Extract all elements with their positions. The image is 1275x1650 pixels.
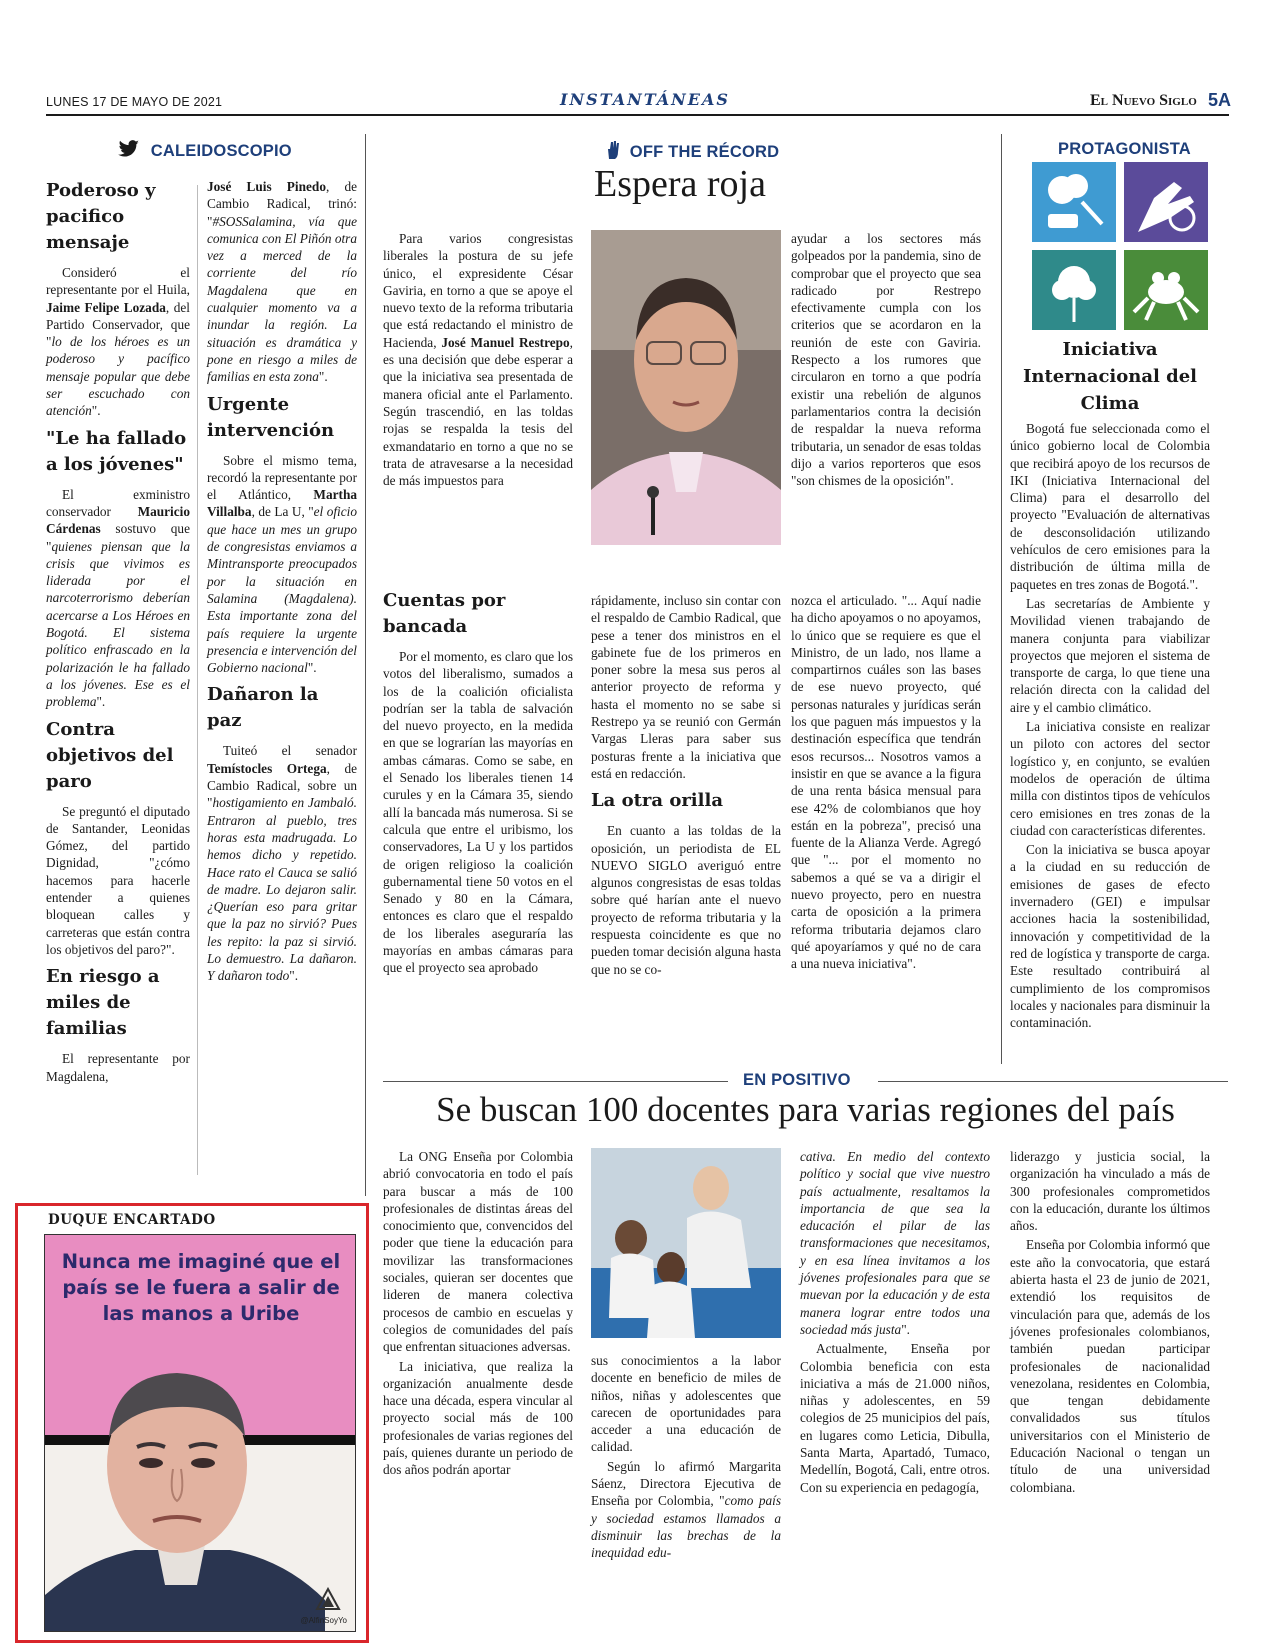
enpositivo-column-2 [591,1352,781,1564]
cartoon-caption: Nunca me imaginé que el país se le fuera a salir de las manos a Uribe [61,1250,341,1325]
offrecord-intro-right [791,230,981,491]
protagonista-title: Iniciativa Internacional del Clima [1022,339,1198,414]
column-divider [1001,134,1002,1064]
paragraph: sus conocimientos a la labor docente en beneficio de miles de niños, niñas y adolescentes que carecen de oportunidades para acceder a una educación de calidad. [591,1353,781,1455]
paragraph: La iniciativa, que realiza la organización anualmente desde hace una década, espera vincular al proyecto social más de 100 profesionales de varias regiones del país, quienes durante un periodo de dos años podrán aportar [383,1358,573,1478]
newspaper-name: El Nuevo Siglo [1090,92,1197,109]
section-name: INSTANTÁNEAS [560,90,730,109]
subheading: Poderoso y pacifico mensaje [46,180,156,253]
classroom-photo [591,1148,781,1338]
paragraph: Sobre el mismo tema, recordó la representante por el Atlántico, Martha Villalba, de La U, "el oficio que hace un mes un grupo de congresistas enviamos a Mintransporte preocupados por la situación en Salamina (Magdalena). Esta importante zona del país requiere la urgente presencia e intervención del Gobierno nacional". [207,452,357,676]
column-divider [365,134,366,1196]
cartoon-label: DUQUE ENCARTADO [48,1212,216,1228]
subheading: Contra objetivos del paro [46,718,174,792]
paragraph: Enseña por Colombia informó que este año la convocatoria, que estará abierta hasta el 23 de junio de 2021, extendió los requisitos de vinculación para que, además de los jóvenes profesionales colombianos, también puedan participar profesionales de nacionalidad venezolana, residentes en Colombia, que tengan debidamente convalidados sus títulos universitarios con el Ministerio de Educación Nacional o tengan un título de una universidad colombiana. [1010,1237,1210,1495]
subheading: Cuentas por bancada [383,590,506,637]
paragraph: Se preguntó el diputado de Santander, Leonidas Gómez, del partido Dignidad, "¿cómo hacemos para hacerle entender a quienes bloquean calles y carreteras que están contra los objetivos del paro?". [46,803,190,957]
paragraph: Según lo afirmó Margarita Sáenz, Directora Ejecutiva de Enseña por Colombia, "como país y sociedad estamos llamados a disminuir las brechas de la inequidad edu- [591,1458,782,1561]
offrecord-column-1 [383,582,573,979]
caleidoscopio-label: CALEIDOSCOPIO [150,141,292,160]
paragraph: Consideró el representante por el Huila, Jaime Felipe Lozada, del Partido Conservador, que "lo de los héroes es un poderoso y pacífico mensaje popular que debe ser escuchado con atención". [46,265,190,419]
subheading: La otra orilla [591,790,723,812]
minister-photo [591,230,781,545]
paragraph: José Luis Pinedo, de Cambio Radical, trinó: "#SOSSalamina, vía que comunica con El Piñón otra vez a merced de la corriente del río Magdalena que en cualquier momento va a inundar la región. La situación es dramática y pone en riesgo a miles de familias en esta zona". [207,179,357,385]
enpositivo-column-4 [1010,1148,1210,1498]
paragraph: Por el momento, es claro que los votos del liberalismo, sumados a los de la coalición oficialista podrían ser la tabla de salvación del nuevo proyecto, en la medida en que se lograrían las mayorías en ambas cámaras. Como se sabe, en el Senado los liberales tienen 14 curules y en la Cámara 35, siendo allí la bancada más numerosa. Si se calcula que entre el uribismo, los conservadores, La U y los partidos de origen religioso la coalición gubernamental tiene 50 votos en el Senado y 80 en la Cámara, entonces es claro que el respaldo de los liberales aseguraría las mayorías en ambas cámaras para que el proyecto sea aprobado [383,649,573,976]
column-divider [197,185,198,1175]
classroom-illustration [591,1148,781,1338]
paragraph: El representante por Magdalena, [46,1051,190,1084]
paragraph: En cuanto a las toldas de la oposición, un periodista de EL NUEVO SIGLO averiguó entre algunos congresistas de esas toldas sobre qué harían ante el nuevo proyecto de reforma tributaria y la respuesta coincidente es que no pueden tomar decisión alguna hasta que no se co- [591,823,781,977]
paragraph: liderazgo y justicia social, la organización ha vinculado a más de 300 profesionales comprometidos con la educación, durante los últimos años. [1010,1149,1210,1234]
frog-icon [1124,250,1208,330]
portrait-illustration [591,230,781,545]
offrecord-column-3 [791,592,981,975]
subheading: "Le ha fallado a los jóvenes" [46,427,187,475]
offrecord-title: Espera roja [594,163,766,205]
cotton-icon [1032,250,1116,330]
enpositivo-kicker: EN POSITIVO [743,1071,851,1089]
cartoon-image [44,1234,356,1632]
paragraph: rápidamente, incluso sin contar con el respaldo de Cambio Radical, que pese a tener dos ministros en el gabinete fue de los primeros en poner sobre la mesa sus peros al anterior proyecto de reforma y hasta el momento no se sabe si Restrepo ya se reunió con Germán Vargas Lleras para saber sus posturas frente a la iniciativa que está en redacción. [591,593,781,781]
portrait-illustration [45,1345,356,1632]
subheading: En riesgo a miles de familias [46,966,160,1040]
hand-globe-icon [1124,162,1208,242]
cartoon-credit: @AlfinSoyYo [300,1616,347,1625]
caleidoscopio-column-1 [46,172,190,1087]
enpositivo-title: Se buscan 100 docentes para varias regiones del país [436,1090,1175,1129]
paragraph: La iniciativa consiste en realizar un piloto con actores del sector logístico y, en conjunto, se evalúen modelos de operación de última milla con distintos tipos de vehículos cero emisiones en tres zonas de la ciudad con características diferentes. [1010,719,1210,838]
smog-icon [1032,162,1116,242]
paragraph: Tuiteó el senador Temístocles Ortega, de Cambio Radical, sobre un "hostigamiento en Jambaló. Entraron al pueblo, tres horas esta madrugada. Lo hemos dicho y repetido. Hace rato el Cauca se salió de madre. Lo dejaron salir. ¿Querían eso para gritar que la paz no sirvió? Pues les repito: la paz si sirvió. Lo demuestro. La dañaron. Y dañaron todo". [207,743,357,984]
subheading: Urgente intervención [207,393,335,441]
twitter-bird-icon [118,140,140,163]
edition-date: LUNES 17 DE MAYO DE 2021 [46,95,223,109]
offrecord-label: OFF THE RÉCORD [629,142,780,161]
paragraph: nozca el articulado. "... Aquí nadie ha dicho apoyamos o no apoyamos, lo único que se requiere es que el Ministro, de un lado, nos llame a compartirnos cuáles son las bases de ese nuevo proyecto, qué personas naturales y jurídicas serán los que paguen más impuestos y la destinación específica que tendrán esos recursos... Nosotros vamos a insistir en que se avance a la figura de una renta básica mensual para ese 42% de colombianos que hoy están en la pobreza", precisó una fuente de la Alianza Verde. Agregó que "... por el momento no sabemos a qué se va a dirigir el nuevo proyecto, pero en nuestra carta de oposición a la primera reforma tributaria dejamos claro qué apoyaríamos y qué no de cara a una nueva iniciativa". [791,593,981,972]
header-rule [46,114,1229,116]
enpositivo-column-1 [383,1148,573,1481]
caleidoscopio-kicker [118,140,292,163]
caleidoscopio-column-2 [207,178,357,987]
artist-logo-icon [315,1587,341,1611]
page-number: 5A [1208,90,1232,110]
paragraph: Actualmente, Enseña por Colombia beneficia con esta iniciativa a más de 21.000 niños, niñas y adolescentes, en 59 colegios de 25 municipios del país, en lugares como Leticia, Dibulla, Santa Marta, Apartadó, Tumaco, Medellín, Bogotá, Cali, entre otros. Con su experiencia en pedagogía, [800,1341,990,1495]
protagonista-body [1010,420,1210,1033]
paragraph: Las secretarías de Ambiente y Movilidad vienen trabajando de manera conjunta para viabilizar proyectos que mejoren el sistema de transporte de carga, lo que tiene una relación directa con la calidad del aire y el cambio climático. [1010,595,1210,715]
paragraph: Para varios congresistas liberales la postura de su jefe único, el expresidente César Gaviria, en torno a que se apoye el nuevo texto de la reforma tributaria que está redactando el ministro de Hacienda, José Manuel Restrepo, es una decisión que debe esperar a que la iniciativa sea presentada de manera oficial ante el Parlamento. Según trascendió, en las toldas rojas se respalda la tesis del exmandatario en torno a que no se trata de atravesarse a la necesidad de más impuestos para [383,231,573,489]
subheading: Dañaron la paz [207,684,319,732]
paragraph: Bogotá fue seleccionada como el único gobierno local de Colombia que recibirá apoyo de los recursos de IKI (Iniciativa Internacional del Clima) para el desarrollo del proyecto "Evaluación de alternativas de desconsolidación utilizando vehículos de cero emisiones para la distribución de última milla de paquetes en tres zonas de Bogotá.". [1010,421,1210,592]
paragraph: cativa. En medio del contexto político y social que vive nuestro país actualmente, resaltamos la importancia de que sea la educación el pilar de las transformaciones que necesitamos, y en esa línea invitamos a los jóvenes profesionales para que se muevan por la educación y de esta manera lograr entre todos una sociedad más justa". [800,1149,990,1337]
paragraph: ayudar a los sectores más golpeados por la pandemia, sino de comprobar que el proyecto que sea radicado por Restrepo efectivamente cumpla con los criterios que se acordaron en la reunión de este con Gaviria. Respecto a los rumores que circularon en torno a que podría existir una rebelión de algunos parlamentarios contra la decisión de respaldar la nueva reforma tributaria, un senador de esas toldas dijo a varios reporteros que esos "son chismes de la oposición". [791,231,981,489]
climate-icons [1032,162,1208,330]
section-rule [383,1081,728,1082]
offrecord-intro-left [383,230,573,491]
offrecord-column-2 [591,592,781,980]
protagonista-kicker: PROTAGONISTA [1058,140,1191,158]
paragraph: Con la iniciativa se busca apoyar a la ciudad en su reducción de emisiones de gases de efecto invernadero (GEI) e impulsar acciones hacia la sostenibilidad, innovación y competitividad de la red de logística y transporte de carga. Este resultado contribuirá al cumplimiento de los compromisos locales y nacionales para disminuir la contaminación. [1010,842,1210,1031]
paragraph: El exministro conservador Mauricio Cárdenas sostuvo que "quienes piensan que la crisis que vivimos es liderada por el narcoterrorismo deberían acercarse a Los Héroes en Bogotá. El sistema político enfrascado en la polarización le ha fallado a los jóvenes. Ese es el problema". [46,486,190,710]
paragraph: La ONG Enseña por Colombia abrió convocatoria en todo el país para buscar a más de 100 profesionales de distintas áreas del conocimiento que, convencidos del poder que tiene la educación para movilizar las transformaciones sociales, quieran ser docentes que lideren de manera colectiva procesos de cambio en escuelas y colegios de comunidades del país que enfrentan situaciones adversas. [383,1149,573,1355]
section-rule [878,1081,1228,1082]
enpositivo-column-3 [800,1148,990,1498]
